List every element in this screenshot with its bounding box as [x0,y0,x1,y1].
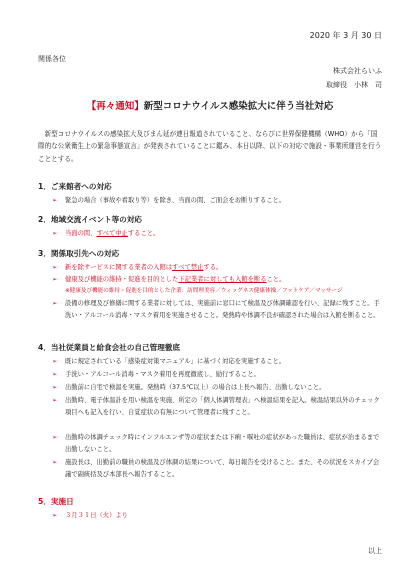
section-2-heading: 2．地域交流イベント等の対応 [38,215,143,224]
section-2-item-1-post: すること。 [127,230,160,237]
arrow-bullet-icon: ➢ [52,264,58,271]
section-3-item-1-pre: 新を除サービスに関する業者の入館は [65,264,173,271]
section-4-heading: 4．当社従業員と給食会社の自己管理徹底 [38,343,180,352]
arrow-bullet-icon: ➢ [52,371,58,378]
section-4-item-4: 出勤時、電子体温計を用い検温を実施、所定の「個人体調管理表」へ検温結果を記入。検温結果以外のチェック項目へも記入を行い、自覚症状の有無について管理者に残すこと。 [65,397,380,416]
section-2-item-1-emph: すべて中止 [96,230,128,237]
arrow-bullet-icon: ➢ [52,384,58,391]
section-3-note: ※健康及び機能の維持・促進を目的とした企業：訪問理美容／ウィッグネス健康体操／フットケア／マッサージ [65,288,343,294]
officer-name: 取締役 小林 司 [326,81,382,89]
section-1-heading: 1．ご来館者への対応 [38,182,112,191]
list-item [52,510,382,522]
title-main: 新型コロナウイルス感染拡大に伴う当社対応 [143,101,334,112]
section-5-heading: 5．実施日 [38,497,74,506]
arrow-bullet-icon: ➢ [52,512,58,519]
intro-paragraph: 新型コロナウイルスの感染拡大及びまん延が連日報道されていること、ならびに世界保健機構（WHO）から「国際的な公衆衛生上の緊急事態宣言」が発表されていることに鑑み、本日以降、以下の対応で施設・事業所運営を行うこととする。 [38,130,382,163]
arrow-bullet-icon: ➢ [52,300,58,307]
section-3-item-2-emph: 下記業者に対しても入館を断る [178,276,267,283]
arrow-bullet-icon: ➢ [52,276,58,283]
section-5-item-1: ３月３１日（火）より [65,512,128,519]
title-prefix: 【再々通知】 [86,101,144,112]
list-item [52,262,382,274]
list-item [52,432,382,456]
company-name: 株式会社らいふ [333,67,382,75]
sender-block [326,64,382,92]
section-3-item-1-emph: すべて禁止 [172,264,204,271]
section-3-item-2 [52,274,382,286]
section-3-item-1-post: する。 [203,264,223,271]
arrow-bullet-icon: ➢ [52,358,58,365]
list-item [52,298,382,322]
arrow-bullet-icon: ➢ [52,197,58,204]
section-3-item-2-post: こと。 [266,276,286,283]
section-4-item-2: 手洗い・アルコール消毒・マスク着用を再度徹底し、励行すること。 [65,371,260,378]
section-1-item-1: 緊急の場合（事故や看取り等）を除き、当面の間、ご面会をお断りすること。 [65,197,286,204]
list-item [52,356,382,368]
document-date: 2020 年 3 月 30 日 [309,31,382,40]
list-item [52,369,382,381]
list-note [52,286,382,297]
list-item [52,274,382,286]
section-3-heading: 3．関係取引先への対応 [38,249,120,258]
section-3-item-3: 設備の修理及び修繕に関する業者に対しては、実施前に窓口にて検温及び体調確認を行い、記録に残すこと。手洗い・アルコール消毒・マスク着用を実施させること。発熱時や体調不良が確認された場合は入館を断ること。 [65,300,380,319]
arrow-bullet-icon: ➢ [52,459,58,466]
section-4-item-5: 出勤時の体調チェック時にインフルエンザ等の症状または下痢・嘔吐の症状があった職員は、症状が治まるまで出勤しないこと。 [65,434,380,453]
document-title [0,98,420,112]
closing-mark: 以上 [368,547,382,555]
section-2-item-1-pre: 当面の間、 [65,230,97,237]
list-item [52,382,382,394]
arrow-bullet-icon: ➢ [52,230,58,237]
section-2-item-1 [52,228,382,240]
section-4-item-3: 出勤前に自宅で検温を実施。発熱時（37.5℃以上）の場合は上長へ報告、出勤しないこと。 [65,384,326,391]
section-3-item-2-pre: 健康及び機能の維持・促進を目的とした [65,276,179,283]
list-item [52,395,382,419]
section-4-item-1: 既に規定されている「感染症対策マニュアル」に基づく対応を実施すること。 [65,358,286,365]
list-item [52,195,382,207]
list-item [52,457,382,481]
arrow-bullet-icon: ➢ [52,397,58,404]
section-4-item-6: 施設長は、出勤前の職員の検温及び体調の結果について、毎日報告を受けること。また、その状況をスカイプ会議で副統括及び本部長へ報告すること。 [65,459,380,478]
section-3-item-1 [52,262,382,274]
list-item [52,228,382,240]
arrow-bullet-icon: ➢ [52,434,58,441]
addressee: 関係各位 [38,55,66,63]
